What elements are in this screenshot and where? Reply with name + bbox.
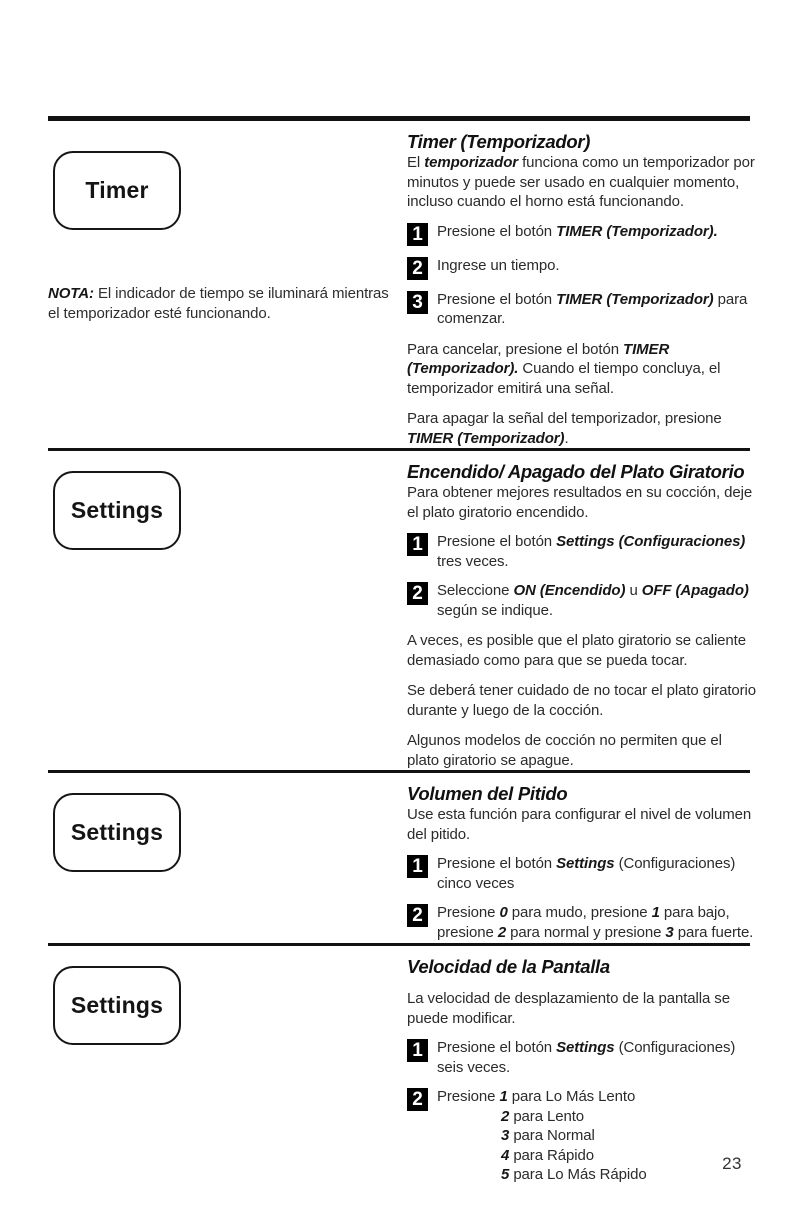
step-text: Presione el botón Settings (Configuraciones) cinco veces [437, 855, 736, 892]
settings-button-label: Settings [70, 819, 164, 845]
settings-button-label: Settings [70, 497, 164, 523]
step-text: Presione 0 para mudo, presione 1 para bajo, presione 2 para normal y presione 3 para fuerte. [437, 904, 754, 941]
settings-button-label: Settings [70, 992, 164, 1018]
step-text: Presione el botón TIMER (Temporizador) para comenzar. [437, 290, 748, 327]
section-speed-left-column [48, 946, 407, 1185]
turntable-step-2 [407, 581, 757, 620]
step-number-badge: 1 [407, 1039, 428, 1062]
step-number-badge: 2 [407, 582, 428, 605]
timer-step-2 [407, 256, 757, 280]
speed-step-1 [407, 1038, 757, 1077]
speed-step-2 [407, 1087, 757, 1185]
section-beep-right-column [407, 773, 757, 943]
turntable-models-paragraph: Algunos modelos de cocción no permiten que el plato giratorio se apague. [407, 732, 722, 769]
beep-step-2 [407, 903, 757, 942]
settings-button-illustration [53, 793, 181, 872]
section-turntable-right-column [407, 451, 757, 770]
settings-button-illustration [53, 471, 181, 550]
speed-option-5: 5 para Lo Más Rápido [501, 1166, 647, 1183]
timer-cancel-paragraph: Para cancelar, presione el botón TIMER (Temporizador). Cuando el tiempo concluya, el temporizador emitirá una señal. [407, 340, 721, 397]
step-text: Presione el botón Settings (Configuraciones) seis veces. [437, 1039, 736, 1076]
timer-note: NOTA: El indicador de tiempo se iluminará mientras el temporizador esté funcionando. [48, 285, 389, 322]
section-beep-volume [48, 773, 754, 943]
section-turntable-heading: Encendido/ Apagado del Plato Giratorio [407, 461, 745, 482]
timer-step-1 [407, 222, 757, 246]
speed-option-3: 3 para Normal [501, 1127, 595, 1144]
step-number-badge: 2 [407, 904, 428, 927]
timer-signal-off-paragraph: Para apagar la señal del temporizador, presione TIMER (Temporizador). [407, 410, 722, 447]
step-number-badge: 1 [407, 533, 428, 556]
timer-intro-paragraph: El temporizador funciona como un temporizador por minutos y puede ser usado en cualquier momento, incluso cuando el horno está funcionando. [407, 154, 755, 210]
step-number-badge: 2 [407, 1088, 428, 1111]
step-text: Ingrese un tiempo. [437, 256, 560, 274]
section-display-speed [48, 946, 750, 1185]
section-timer [48, 121, 755, 448]
step-number-badge: 1 [407, 223, 428, 246]
section-beep-left-column [48, 773, 407, 943]
speed-option-2: 2 para Lento [501, 1107, 585, 1125]
timer-button-illustration [53, 151, 181, 230]
section-turntable-left-column [48, 451, 407, 770]
section-timer-right-column [407, 121, 757, 448]
section-speed-heading: Velocidad de la Pantalla [407, 956, 610, 977]
speed-option-1: Presione 1 para Lo Más Lento [437, 1088, 636, 1105]
step-text [437, 1087, 647, 1185]
step-text: Presione el botón Settings (Configuraciones) tres veces. [437, 533, 746, 570]
page-number: 23 [722, 1154, 742, 1173]
step-text: Presione el botón TIMER (Temporizador). [437, 222, 718, 240]
section-beep-heading: Volumen del Pitido [407, 783, 568, 804]
turntable-intro-paragraph: Para obtener mejores resultados en su cocción, deje el plato giratorio encendido. [407, 484, 753, 521]
step-number-badge: 3 [407, 291, 428, 314]
speed-intro-paragraph: La velocidad de desplazamiento de la pantalla se puede modificar. [407, 990, 730, 1027]
turntable-hot-paragraph: A veces, es posible que el plato giratorio se caliente demasiado como para que se pueda tocar. [407, 632, 746, 669]
beep-step-1 [407, 854, 757, 893]
section-timer-left-column [48, 121, 407, 448]
timer-button-label: Timer [85, 177, 149, 203]
speed-option-4: 4 para Rápido [501, 1146, 594, 1164]
turntable-care-paragraph: Se deberá tener cuidado de no tocar el plato giratorio durante y luego de la cocción. [407, 682, 757, 719]
section-speed-right-column [407, 946, 757, 1185]
step-text: Seleccione ON (Encendido) u OFF (Apagado) según se indique. [437, 582, 749, 619]
timer-step-3 [407, 290, 757, 329]
section-turntable [48, 451, 757, 770]
settings-button-illustration [53, 966, 181, 1045]
step-number-badge: 2 [407, 257, 428, 280]
step-number-badge: 1 [407, 855, 428, 878]
beep-intro-paragraph: Use esta función para configurar el nivel de volumen del pitido. [407, 806, 752, 843]
section-timer-heading: Timer (Temporizador) [407, 131, 591, 152]
turntable-step-1 [407, 532, 757, 571]
